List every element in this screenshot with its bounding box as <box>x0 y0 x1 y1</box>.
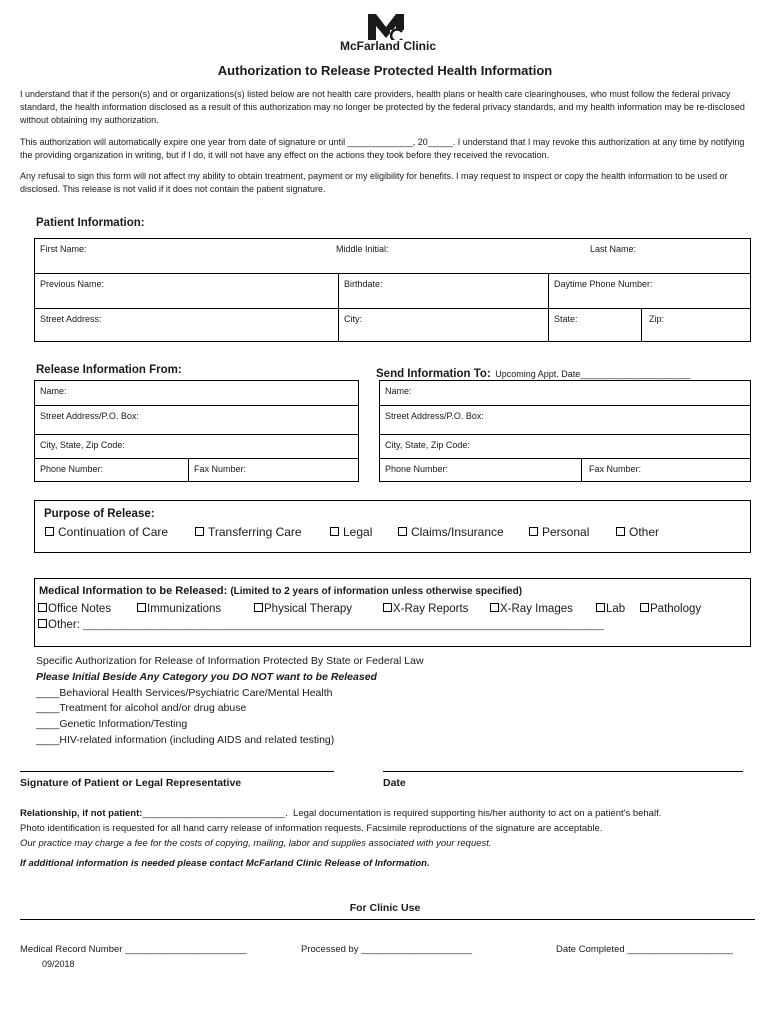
purpose-legal[interactable]: Legal <box>330 525 372 539</box>
purpose-claims-insurance[interactable]: Claims/Insurance <box>398 525 504 539</box>
release-from-fax[interactable]: Fax Number: <box>194 464 247 474</box>
page-title: Authorization to Release Protected Health Information <box>217 63 553 78</box>
checkbox-icon[interactable] <box>616 527 625 536</box>
city-field[interactable]: City: <box>344 314 362 324</box>
medical-info-heading: Medical Information to be Released: (Limited to 2 years of information unless otherwise specified) <box>39 585 523 597</box>
birthdate-field[interactable]: Birthdate: <box>344 279 383 289</box>
contact-text: If additional information is needed please contact McFarland Clinic Release of Information. <box>20 858 430 869</box>
upcoming-appt-field[interactable]: Upcoming Appt. Date______________________ <box>495 369 691 379</box>
release-from-name[interactable]: Name: <box>40 386 67 396</box>
send-to-phone[interactable]: Phone Number: <box>385 464 449 474</box>
patient-info-heading: Patient Information: <box>36 217 145 229</box>
fee-text: Our practice may charge a fee for the costs of copying, mailing, labor and supplies associated with your request. <box>20 838 492 849</box>
checkbox-icon[interactable] <box>383 603 392 612</box>
medical-other-line[interactable]: ________________________________________________________________________________________________________ <box>83 620 604 630</box>
send-to-name[interactable]: Name: <box>385 386 412 396</box>
expiration-paragraph: This authorization will automatically expire one year from date of signature or until _____________, 20_____. I understand that I may revoke this authorization at any time by notifying the providing organization in writing, but if I do, it will not have any effect on the actions they took before they received the revocation. <box>20 137 745 160</box>
patient-info-table <box>34 238 751 342</box>
first-name-field[interactable]: First Name: <box>40 244 87 254</box>
checkbox-icon[interactable] <box>490 603 499 612</box>
patient-signature-label: Signature of Patient or Legal Representative <box>20 777 242 789</box>
photo-id-text: Photo identification is requested for all hand carry release of information requests. Facsimile reproductions of the signature are acceptable. <box>20 823 603 834</box>
privacy-paragraph: I understand that if the person(s) and or organizations(s) listed below are not health care providers, health plans or health care clearinghouses, who must follow the federal privacy standard, the health information disclosed as a result of this authorization may no longer be protected by the federal privacy standards, and my health information may be re-disclosed without obtaining my authorization. <box>20 89 745 125</box>
send-to-heading: Send Information To: <box>376 368 491 380</box>
purpose-transferring-care[interactable]: Transferring Care <box>195 525 302 539</box>
initial-instruction: Please Initial Beside Any Category you DO NOT want to be Released <box>36 671 377 683</box>
medical-other[interactable]: Other: ________________________________________________________________________________________________________ <box>38 619 743 631</box>
checkbox-icon[interactable] <box>254 603 263 612</box>
release-from-table <box>34 380 359 482</box>
medical-xray-images[interactable]: X-Ray Images <box>490 603 573 615</box>
release-from-heading: Release Information From: <box>36 364 182 376</box>
medical-physical-therapy[interactable]: Physical Therapy <box>254 603 352 615</box>
mcfarland-logo-icon <box>368 14 404 40</box>
purpose-other[interactable]: Other <box>616 525 659 539</box>
clinic-use-heading: For Clinic Use <box>349 902 421 914</box>
category-hiv[interactable]: ____HIV-related information (including AIDS and related testing) <box>36 734 335 746</box>
purpose-continuation-of-care[interactable]: Continuation of Care <box>45 525 168 539</box>
send-to-fax[interactable]: Fax Number: <box>589 464 642 474</box>
medical-office-notes[interactable]: Office Notes <box>38 603 111 615</box>
previous-name-field[interactable]: Previous Name: <box>40 279 105 289</box>
send-to-city-state-zip[interactable]: City, State, Zip Code: <box>385 440 470 450</box>
checkbox-icon[interactable] <box>137 603 146 612</box>
middle-initial-field[interactable]: Middle Initial: <box>336 244 389 254</box>
medical-info-section <box>34 578 751 647</box>
daytime-phone-field[interactable]: Daytime Phone Number: <box>554 279 653 289</box>
medical-immunizations[interactable]: Immunizations <box>137 603 221 615</box>
checkbox-icon[interactable] <box>596 603 605 612</box>
street-address-field[interactable]: Street Address: <box>40 314 102 324</box>
zip-field[interactable]: Zip: <box>649 314 665 324</box>
checkbox-icon[interactable] <box>38 619 47 628</box>
category-alcohol-drug[interactable]: ____Treatment for alcohol and/or drug abuse <box>36 702 247 714</box>
processed-by-field[interactable]: Processed by _____________________ <box>301 944 473 955</box>
state-field[interactable]: State: <box>554 314 578 324</box>
relationship-field[interactable]: ___________________________ <box>142 808 286 819</box>
checkbox-icon[interactable] <box>529 527 538 536</box>
checkbox-icon[interactable] <box>330 527 339 536</box>
medical-record-number-field[interactable]: Medical Record Number _______________________ <box>20 944 247 955</box>
specific-authorization-text: Specific Authorization for Release of Information Protected By State or Federal Law <box>36 655 424 667</box>
send-to-street[interactable]: Street Address/P.O. Box: <box>385 411 484 421</box>
release-from-street[interactable]: Street Address/P.O. Box: <box>40 411 139 421</box>
date-completed-field[interactable]: Date Completed ____________________ <box>556 944 733 955</box>
send-to-table <box>379 380 751 482</box>
legal-documentation-text: Legal documentation is required supporting his/her authority to act on a patient's behalf. <box>293 808 662 819</box>
release-from-city-state-zip[interactable]: City, State, Zip Code: <box>40 440 125 450</box>
relationship-line: Relationship, if not patient:___________________________. Legal documentation is required supporting his/her authority to act on a patient's behalf. <box>20 808 662 819</box>
relationship-label: Relationship, if not patient: <box>20 808 143 819</box>
category-behavioral-health[interactable]: ____Behavioral Health Services/Psychiatric Care/Mental Health <box>36 687 333 699</box>
checkbox-icon[interactable] <box>38 603 47 612</box>
clinic-use-divider <box>20 919 755 920</box>
signature-date-label: Date <box>383 777 406 789</box>
form-version: 09/2018 <box>42 959 75 969</box>
purpose-personal[interactable]: Personal <box>529 525 589 539</box>
category-genetic[interactable]: ____Genetic Information/Testing <box>36 718 188 730</box>
checkbox-icon[interactable] <box>195 527 204 536</box>
medical-xray-reports[interactable]: X-Ray Reports <box>383 603 468 615</box>
last-name-field[interactable]: Last Name: <box>590 244 637 254</box>
clinic-name: McFarland Clinic <box>339 39 437 53</box>
patient-signature-line[interactable] <box>20 771 334 772</box>
checkbox-icon[interactable] <box>398 527 407 536</box>
release-from-phone[interactable]: Phone Number: <box>40 464 104 474</box>
purpose-heading: Purpose of Release: <box>44 508 155 520</box>
purpose-section <box>34 500 751 553</box>
refusal-paragraph: Any refusal to sign this form will not affect my ability to obtain treatment, payment or my eligibility for benefits. I may request to inspect or copy the health information to be used or disclosed. This release is not valid if it does not contain the patient signature. <box>20 171 728 194</box>
medical-lab[interactable]: Lab <box>596 603 625 615</box>
signature-date-line[interactable] <box>383 771 743 772</box>
checkbox-icon[interactable] <box>640 603 649 612</box>
checkbox-icon[interactable] <box>45 527 54 536</box>
medical-pathology[interactable]: Pathology <box>640 603 701 615</box>
